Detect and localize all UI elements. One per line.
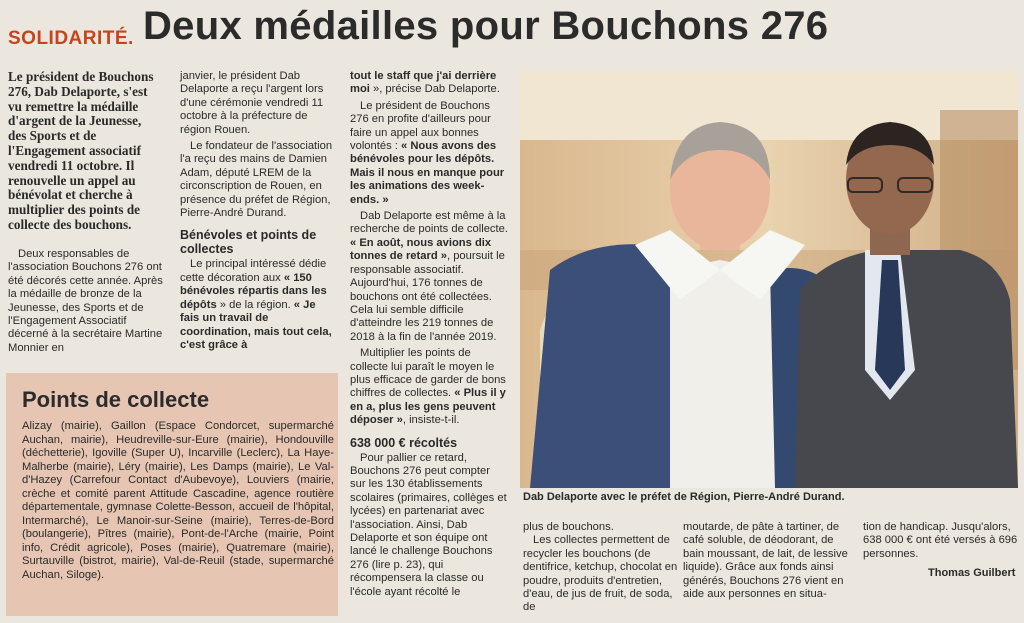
text-run: Dab Delaporte est même à la recherche de points de collecte. <box>350 210 508 236</box>
quote: « Je fais un travail de coordination, mais tout cela, c'est grâce à <box>180 298 332 351</box>
paragraph <box>350 210 508 344</box>
paragraph: plus de bouchons. <box>523 521 614 533</box>
paragraph: Deux responsables de l'association Bouchons 276 ont été décorés cette année. Après la médaille de bronze de la Jeunesse, des Sports et de l'Engagement Associatif décerné à la secrétaire Martine Monnier en <box>8 248 163 354</box>
text-run: Multiplier les points de collecte lui paraît le moyen le plus efficace de garder de bons chiffres de collectes. <box>350 347 506 400</box>
paragraph: janvier, le président Dab Delaporte a reçu l'argent lors d'une cérémonie vendredi 11 octobre à la préfecture de région Rouen. <box>180 70 324 136</box>
article-column-1 <box>8 248 166 358</box>
bottom-column-1 <box>523 521 678 615</box>
paragraph <box>350 347 508 427</box>
text-run: , insiste-t-il. <box>402 414 460 427</box>
box-text: Alizay (mairie), Gaillon (Espace Condorcet, supermarché Auchan, mairie), Heudreville-sur-Eure (mairie), Hondouville (déchetterie), Igoville (Super U), Incarville (Leclerc), La Haye-Malherbe (mairie), Léry (mairie), Les Damps (mairie), Le Val-d'Hazey (Carrefour Contact d'Aubevoye), Louviers (mairie, crèche et comité parent Attitude Cascadine, agence routière départementale, gymnase Colette-Besson, accueil de l'hôpital, Intermarché), Le Manoir-sur-Seine (mairie), Terres-de-Bord (boulangerie), Pîtres (mairie), Pont-de-l'Arche (mairie, Point info, Crédit agricole), Poses (mairie), Quatremare (mairie), Surtauville (bistrot, mairie), Val-de-Reuil (stade, supermarché Auchan, Siloge). <box>22 420 334 581</box>
bottom-column-2: moutarde, de pâte à tartiner, de café soluble, de déodorant, de bain moussant, de lait, de lessive liquide). Grâce aux fonds ainsi générés, Bouchons 276 vient en aide aux personnes en situa- <box>683 521 848 601</box>
lead-paragraph <box>8 70 158 233</box>
section-kicker: SOLIDARITÉ. <box>8 28 134 49</box>
subheading-benevoles: Bénévoles et points de collectes <box>180 228 317 257</box>
photo-caption: Dab Delaporte avec le préfet de Région, Pierre-André Durand. <box>523 491 845 503</box>
quote: « Nous avons des bénévoles pour les dépôts. Mais il nous en manque pour les animations des week-ends. » <box>350 140 505 206</box>
quote: « En août, nous avions dix tonnes de retard » <box>350 236 492 263</box>
text-run: » de la région. <box>216 298 294 311</box>
quote: « Plus il y en a, plus les gens peuvent déposer » <box>350 387 506 427</box>
text-run: , poursuit le responsable associatif. Aujourd'hui, 176 tonnes de bouchons ont été collectées. Cela lui semble difficile d'atteindre les 219 tonnes de 2018 à la fin de l'année 2019. <box>350 250 505 343</box>
paragraph <box>350 100 508 207</box>
bottom-column-3: tion de handicap. Jusqu'alors, 638 000 € ont été versés à 696 personnes. <box>863 521 1018 560</box>
box-title: Points de collecte <box>22 387 210 412</box>
article-column-2 <box>180 70 335 355</box>
headline: Deux médailles pour Bouchons 276 <box>143 4 829 48</box>
quote: tout le staff que j'ai derrière moi <box>350 70 497 96</box>
text-run: Le principal intéressé dédie cette décoration aux <box>180 258 327 284</box>
paragraph <box>180 258 335 352</box>
lead-text: Le président de Bouchons 276, Dab Delaporte, s'est vu remettre la médaille d'argent de la Jeunesse, des Sports et de l'Engagement associatif vendredi 11 octobre. Il renouvelle un appel au bénévolat et cherche à multiplier des points de collecte des bouchons. <box>8 69 154 232</box>
article-photo <box>520 70 1018 488</box>
paragraph: Pour pallier ce retard, Bouchons 276 peut compter sur les 130 établissements scolaires (primaires, collèges et lycées) en partenariat avec l'association. Ainsi, Dab Delaporte et son équipe ont lancé le challenge Bouchons 276 (lire p. 23), qui récompensera la classe ou l'école ayant récolté le <box>350 451 507 598</box>
text-run: Le président de Bouchons 276 en profite d'ailleurs pour faire un appel aux bonnes volontés : <box>350 99 491 153</box>
author-signature: Thomas Guilbert <box>928 567 1016 579</box>
text-run: », précise Dab Delaporte. <box>369 83 500 96</box>
paragraph <box>350 70 508 97</box>
subheading-recoltes: 638 000 € récoltés <box>350 435 458 450</box>
photo-illustration <box>520 70 1018 488</box>
quote: « 150 bénévoles répartis dans les dépôts <box>180 271 327 311</box>
article-column-3 <box>350 70 508 602</box>
paragraph: Le fondateur de l'association l'a reçu des mains de Damien Adam, député LREM de la circonscription de Rouen, en présence du préfet de Région, Pierre-André Durand. <box>180 140 333 220</box>
paragraph: Les collectes permettent de recycler les bouchons (de dentifrice, ketchup, chocolat en poudre, produits d'entretien, d'eau, de jus de fruit, de soda, de <box>523 534 678 614</box>
